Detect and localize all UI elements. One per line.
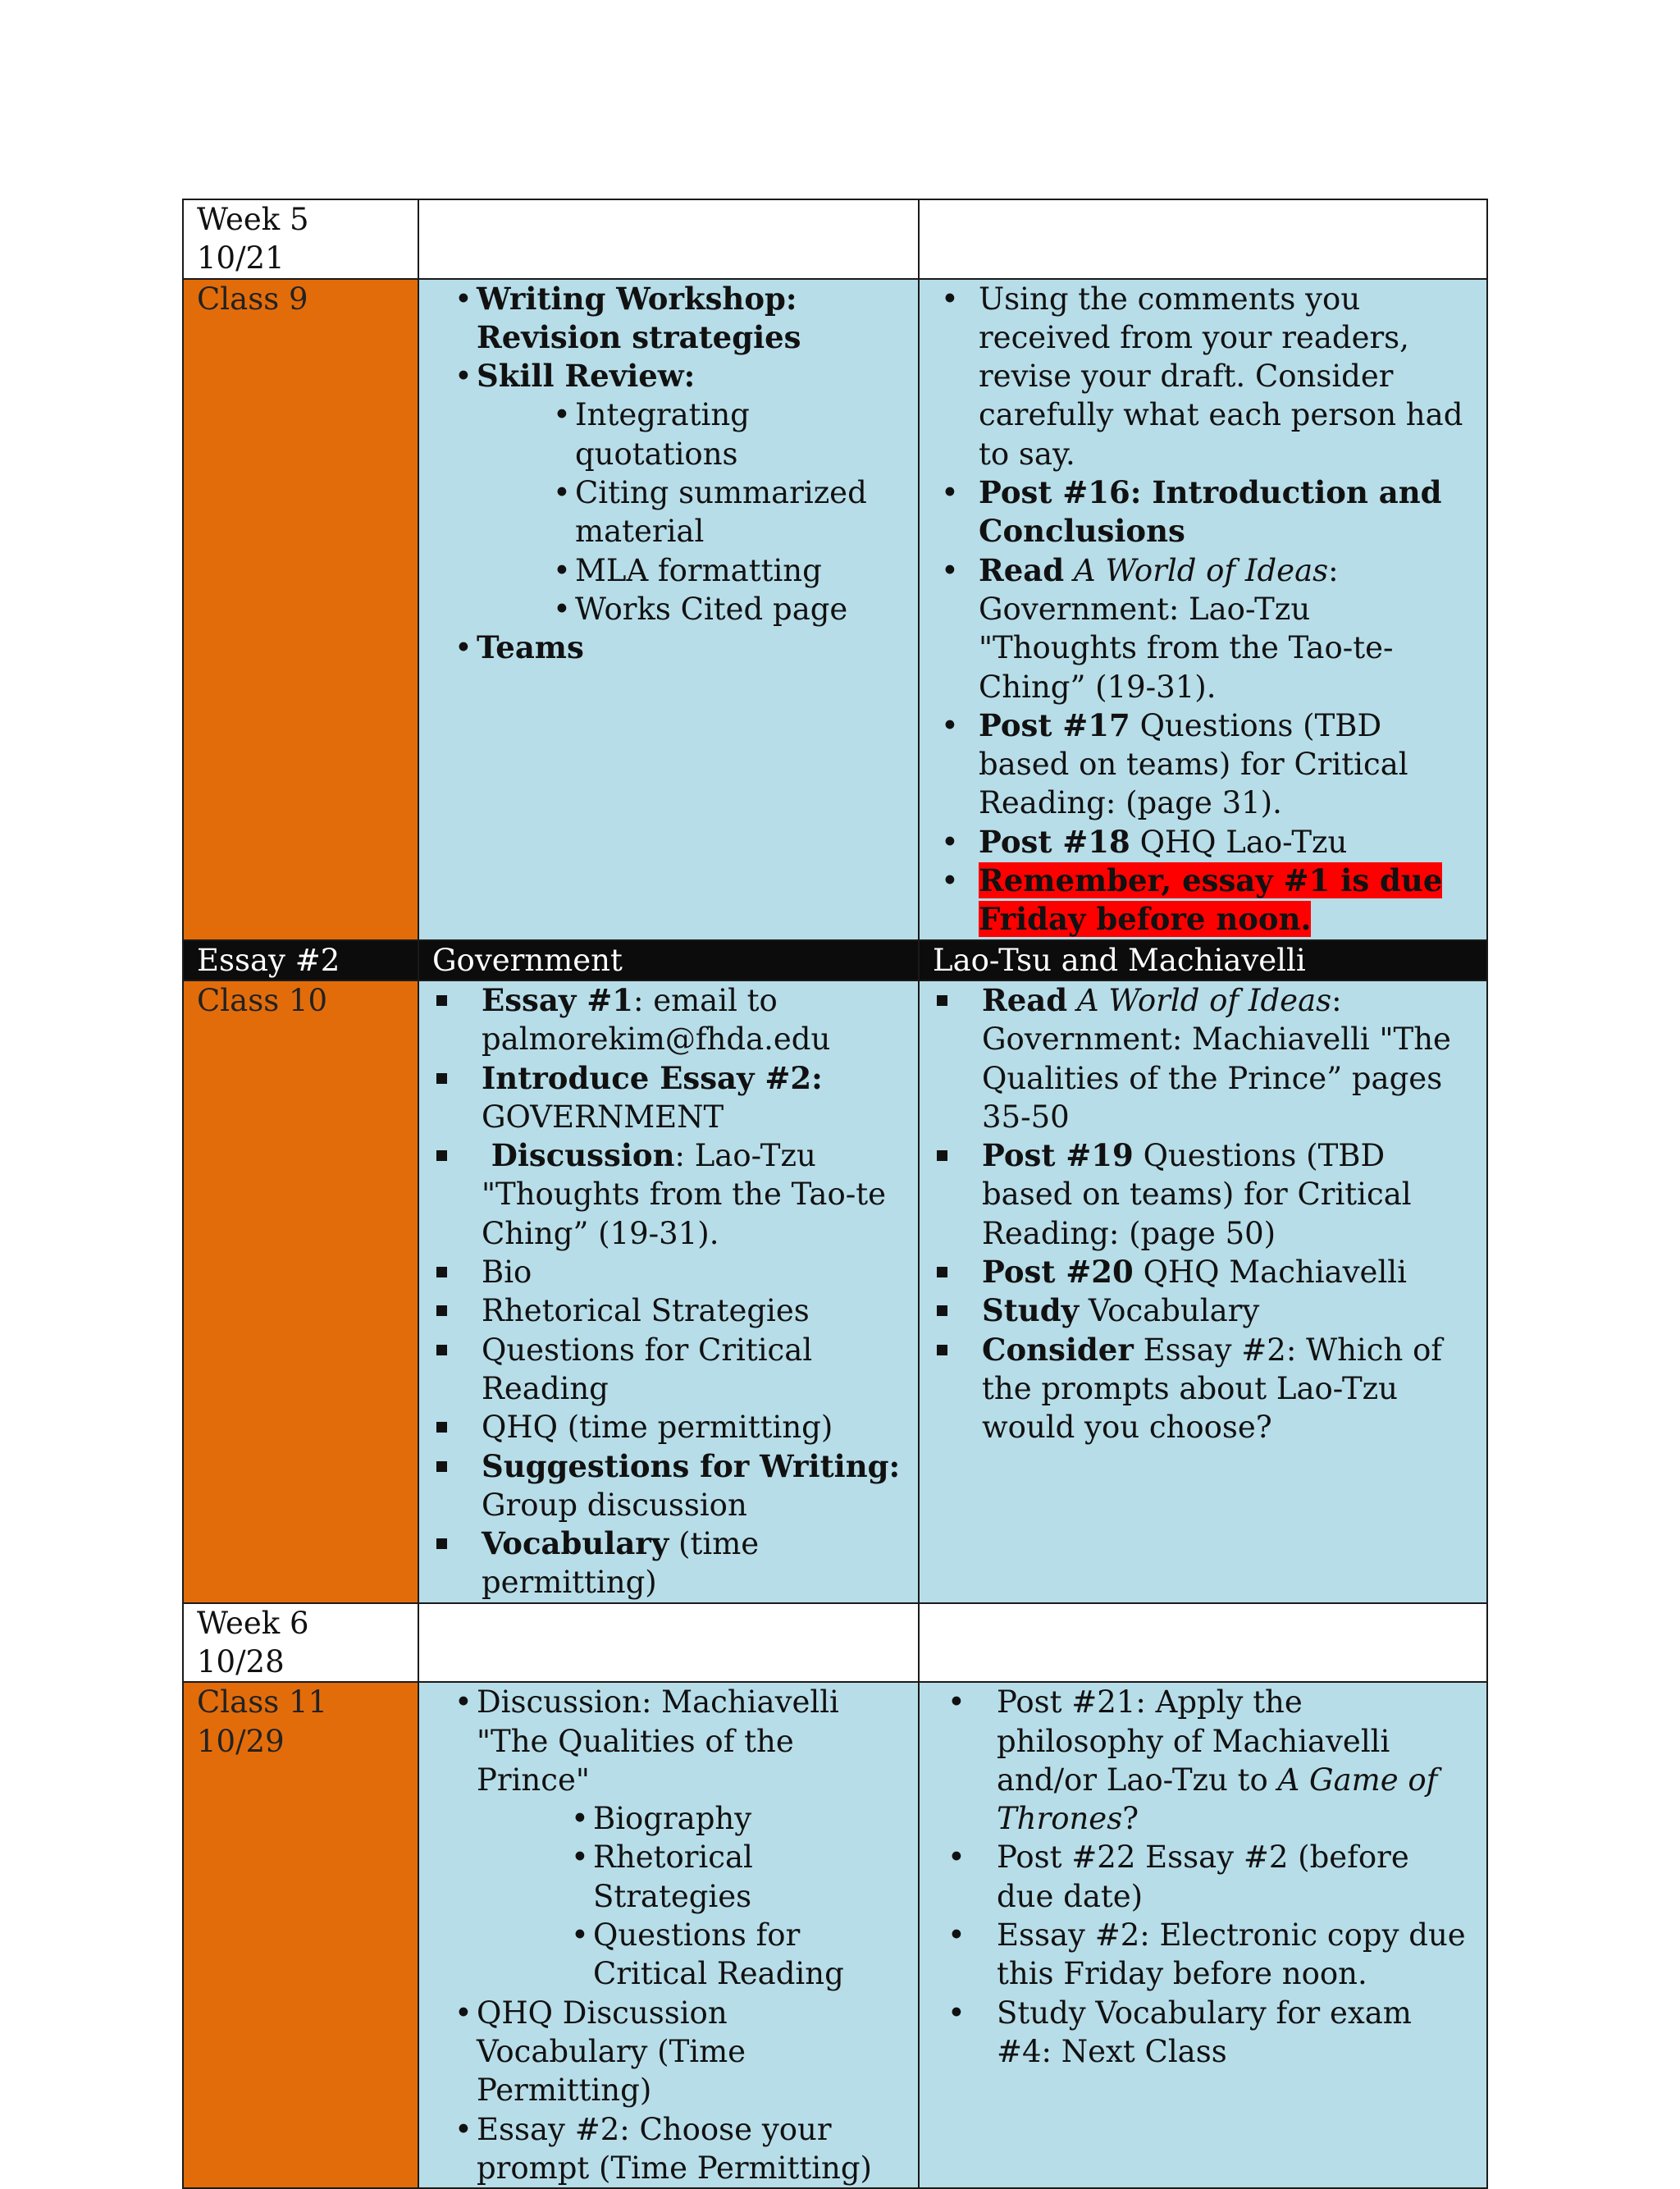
list-item: • Biography [432,1799,905,1838]
list-item: • Post #21: Apply the philosophy of Machiavelli and/or Lao-Tzu to A Game of Thrones? [933,1683,1473,1838]
list-item: • Teams [432,628,905,667]
class-date: 10/29 [197,1723,285,1759]
class-9-homework [919,279,1487,940]
empty-cell [919,1603,1487,1683]
list-item: Vocabulary (time permitting) [432,1524,905,1602]
list-item: • Questions for Critical Reading [432,1916,905,1994]
week-5-row [183,199,1487,279]
topics-list [432,280,905,396]
week-date: 10/28 [197,1643,285,1679]
list-item: Discussion: Lao-Tzu "Thoughts from the Tao-te Ching” (19-31). [432,1136,905,1253]
due-reminder: Remember, essay #1 is due Friday before noon. [979,862,1443,938]
essay-authors: Lao-Tsu and Machiavelli [919,940,1487,980]
class-label: Class 11 [197,1684,328,1721]
class-label: Class 9 [197,281,308,317]
week-6-cell [183,1603,418,1683]
list-item: • Post #22 Essay #2 (before due date) [933,1838,1473,1916]
list-item: Consider Essay #2: Which of the prompts about Lao-Tzu would you choose? [933,1331,1473,1447]
homework-list [933,1683,1473,2071]
class-10-cell [183,980,418,1603]
class-10-topics [418,980,919,1603]
essay-2-header-row [183,940,1487,980]
list-item: Post #19 Questions (TBD based on teams) for Critical Reading: (page 50) [933,1136,1473,1253]
list-item: Study Vocabulary [933,1291,1473,1330]
class-9-cell [183,279,418,940]
list-item: Introduce Essay #2: GOVERNMENT [432,1059,905,1137]
week-6-row [183,1603,1487,1683]
list-item: • Citing summarized material [432,473,905,551]
list-item: Read A World of Ideas: Government: Machiavelli "The Qualities of the Prince” pages 35-50 [933,981,1473,1136]
skills-list [432,395,905,628]
empty-cell [919,199,1487,279]
list-item: • Writing Workshop: Revision strategies [432,280,905,358]
list-item: QHQ (time permitting) [432,1408,905,1446]
list-item: • Post #18 QHQ Lao-Tzu [933,823,1473,861]
homework-list [933,981,1473,1447]
class-11-row [183,1682,1487,2188]
list-item [933,861,1473,939]
week-label: Week 6 [197,1605,309,1641]
list-item: Bio [432,1253,905,1291]
class-9-topics [418,279,919,940]
essay-topic: Government [418,940,919,980]
list-item: • Skill Review: [432,357,905,395]
list-item: • Post #16: Introduction and Conclusions [933,473,1473,551]
empty-cell [418,199,919,279]
list-item: • Essay #2: Choose your prompt (Time Permitting) [432,2110,905,2188]
topics-list [432,981,905,1602]
discussion-sublist [432,1799,905,1993]
list-item: • Study Vocabulary for exam #4: Next Class [933,1994,1473,2072]
class-10-homework [919,980,1487,1603]
list-item: Suggestions for Writing: Group discussion [432,1447,905,1525]
list-item: • Using the comments you received from your readers, revise your draft. Consider carefully what each person had to say. [933,280,1473,473]
class-11-topics [418,1682,919,2188]
list-item: • Post #17 Questions (TBD based on teams) for Critical Reading: (page 31). [933,706,1473,823]
class-label: Class 10 [197,982,328,1018]
class-11-homework [919,1682,1487,2188]
list-item: Essay #1: email to palmorekim@fhda.edu [432,981,905,1059]
list-item: • Discussion: Machiavelli "The Qualities of the Prince" [432,1683,905,1799]
list-item: • Essay #2: Electronic copy due this Friday before noon. [933,1916,1473,1994]
list-item: • QHQ Discussion Vocabulary (Time Permitting) [432,1994,905,2110]
homework-list [933,280,1473,939]
class-10-row [183,980,1487,1603]
week-date: 10/21 [197,240,285,276]
topics-list [432,1683,905,1799]
empty-cell [418,1603,919,1683]
list-item: • Integrating quotations [432,395,905,473]
list-item: Post #20 QHQ Machiavelli [933,1253,1473,1291]
week-5-cell [183,199,418,279]
class-9-row [183,279,1487,940]
list-item: • Rhetorical Strategies [432,1838,905,1916]
schedule-table [182,199,1488,2189]
list-item: Rhetorical Strategies [432,1291,905,1330]
list-item: • MLA formatting [432,551,905,590]
week-label: Week 5 [197,202,309,237]
list-item: Questions for Critical Reading [432,1331,905,1409]
list-item: • Works Cited page [432,590,905,628]
list-item: • Read A World of Ideas: Government: Lao-Tzu "Thoughts from the Tao-te- Ching” (19-31). [933,551,1473,706]
class-11-cell [183,1682,418,2188]
essay-label: Essay #2 [183,940,418,980]
